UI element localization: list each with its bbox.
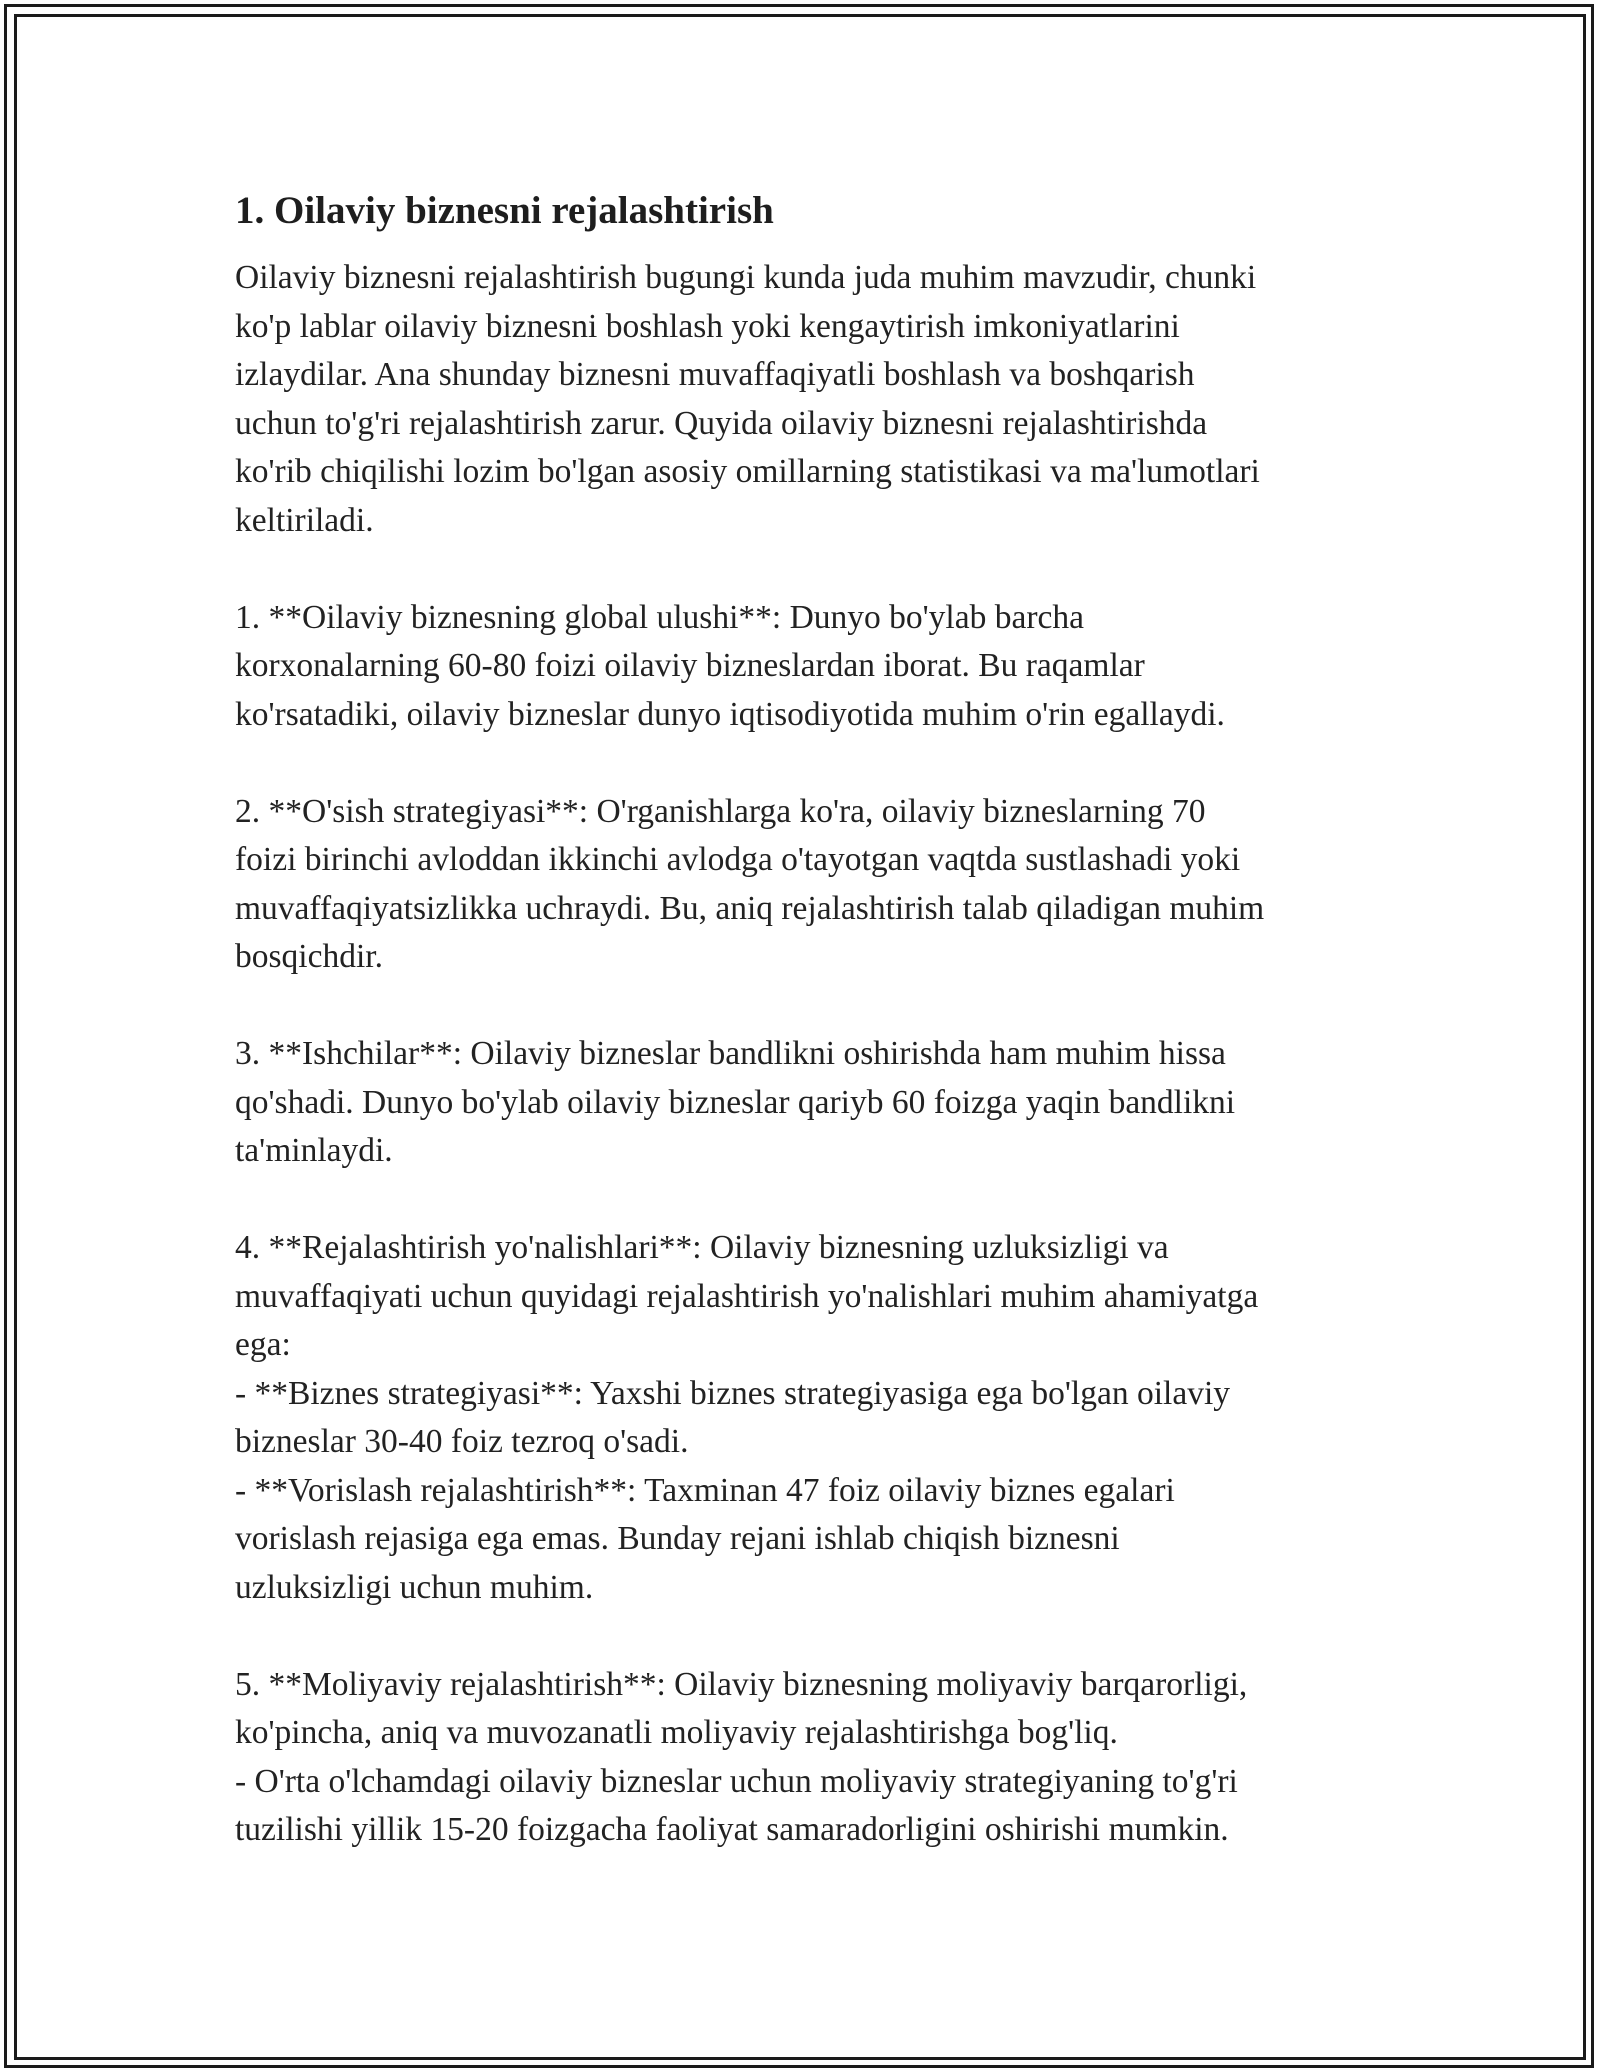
paragraph-gap — [235, 739, 1385, 788]
list-item-1: 1. **Oilaviy biznesning global ulushi**: Dunyo bo'ylab barcha korxonalarning 60-80 foizi oilaviy bizneslardan iborat. Bu raqamlar ko'rsatadiki, oilaviy bizneslar dunyo iqtisodiyotida muhim o'rin egallaydi. — [235, 598, 1225, 733]
paragraph-gap — [235, 1612, 1385, 1661]
section-heading: 1. Oilaviy biznesni rejalashtirish — [235, 189, 774, 232]
paragraph-gap — [235, 545, 1385, 594]
list-item-3: 3. **Ishchilar**: Oilaviy bizneslar bandlikni oshirishda ham muhim hissa qo'shadi. Dunyo bo'ylab oilaviy bizneslar qariyb 60 foizga yaqin bandlikni ta'minlaydi. — [235, 1035, 1236, 1169]
list-item-5: 5. **Moliyaviy rejalashtirish**: Oilaviy biznesning moliyaviy barqarorligi, ko'pincha, aniq va muvozanatli moliyaviy rejalashtirishga bog'liq. - O'rta o'lchamdagi oilaviy bizneslar uchun moliyaviy strategiyaning to'g'ri tuzilishi yillik 15-20 foizgacha faoliyat samaradorligini oshirishi mumkin. — [235, 1665, 1248, 1848]
intro-paragraph: Oilaviy biznesni rejalashtirish bugungi kunda juda muhim mavzudir, chunki ko'p lablar oilaviy biznesni boshlash yoki kengaytirish imkoniyatlarini izlaydilar. Ana shunday biznesni muvaffaqiyatli boshlash va boshqarish uchun to'g'ri rejalashtirish zarur. Quyida oilaviy biznesni rejalashtirishda ko'rib chiqilishi lozim bo'lgan asosiy omillarning statistikasi va ma'lumotlari keltiriladi. — [235, 259, 1260, 539]
paragraph-gap — [235, 982, 1385, 1031]
list-item-2: 2. **O'sish strategiyasi**: O'rganishlarga ko'ra, oilaviy bizneslarning 70 foizi birinchi avloddan ikkinchi avlodga o'tayotgan vaqtda sustlashadi yoki muvaffaqiyatsizlikka uchraydi. Bu, aniq rejalashtirish talab qiladigan muhim bosqichdir. — [235, 792, 1265, 975]
document-page — [235, 186, 1385, 1855]
list-item-4: 4. **Rejalashtirish yo'nalishlari**: Oilaviy biznesning uzluksizligi va muvaffaqiyati uchun quyidagi rejalashtirish yo'nalishlari muhim ahamiyatga ega: - **Biznes strategiyasi**: Yaxshi biznes strategiyasiga ega bo'lgan oilaviy bizneslar 30-40 foiz tezroq o'sadi. - **Vorislash rejalashtirish**: Taxminan 47 foiz oilaviy biznes egalari vorislash rejasiga ega emas. Bunday rejani ishlab chiqish biznesni uzluksizligi uchun muhim. — [235, 1229, 1259, 1606]
paragraph-gap — [235, 1176, 1385, 1225]
